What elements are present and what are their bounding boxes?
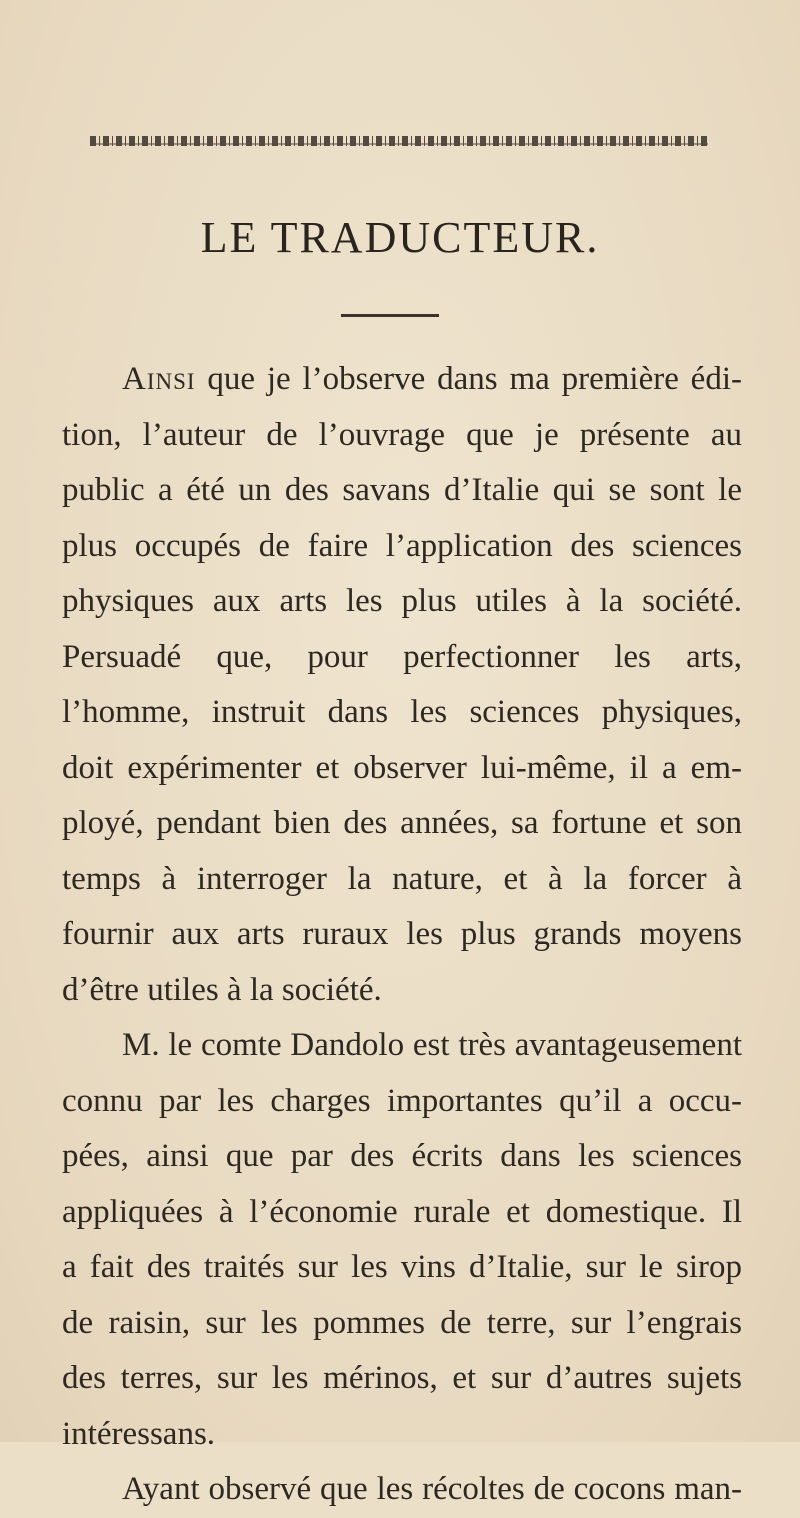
text-line: a fait des traités sur les vins d’Italie, sur le sirop [62,1249,742,1285]
text-line: d’être utiles à la société. [62,971,382,1008]
ornamental-border [90,136,708,146]
text-line: doit expérimenter et observer lui-même, il a em- [62,749,742,786]
text-line: fournir aux arts ruraux les plus grands moyens [62,916,742,952]
text-line: physiques aux arts les plus utiles à la société. [62,583,742,619]
text-line: Ayant observé que les récoltes de cocons man- [122,1471,742,1507]
text-line: appliquées à l’économie rurale et domestique. Il [62,1193,742,1230]
body-text [62,352,742,1518]
text-line [62,352,742,408]
text-line-content: que je l’observe dans ma première édi- [195,361,742,397]
text-line: pées, ainsi que par des écrits dans les sciences [62,1138,742,1174]
page-title: LE TRADUCTEUR. [200,213,600,262]
text-line: l’homme, instruit dans les sciences physiques, [62,694,742,730]
text-line: M. le comte Dandolo est très avantageusement [122,1027,742,1063]
text-line: public a été un des savans d’Italie qui se sont le [62,472,742,508]
text-line: tion, l’auteur de l’ouvrage que je présente au [62,416,742,453]
drop-word: Ainsi [122,361,196,397]
title-divider [341,314,439,317]
text-line: temps à interroger la nature, et à la forcer à [62,860,742,897]
text-line: plus occupés de faire l’application des sciences [62,527,742,564]
text-line: connu par les charges importantes qu’il a occu- [62,1082,742,1119]
text-line: Persuadé que, pour perfectionner les arts, [62,638,742,675]
text-line: des terres, sur les mérinos, et sur d’autres sujets [62,1360,742,1396]
text-line: intéressans. [62,1415,216,1452]
text-line: de raisin, sur les pommes de terre, sur l’engrais [62,1304,742,1341]
text-line: ployé, pendant bien des années, sa fortune et son [62,805,742,841]
